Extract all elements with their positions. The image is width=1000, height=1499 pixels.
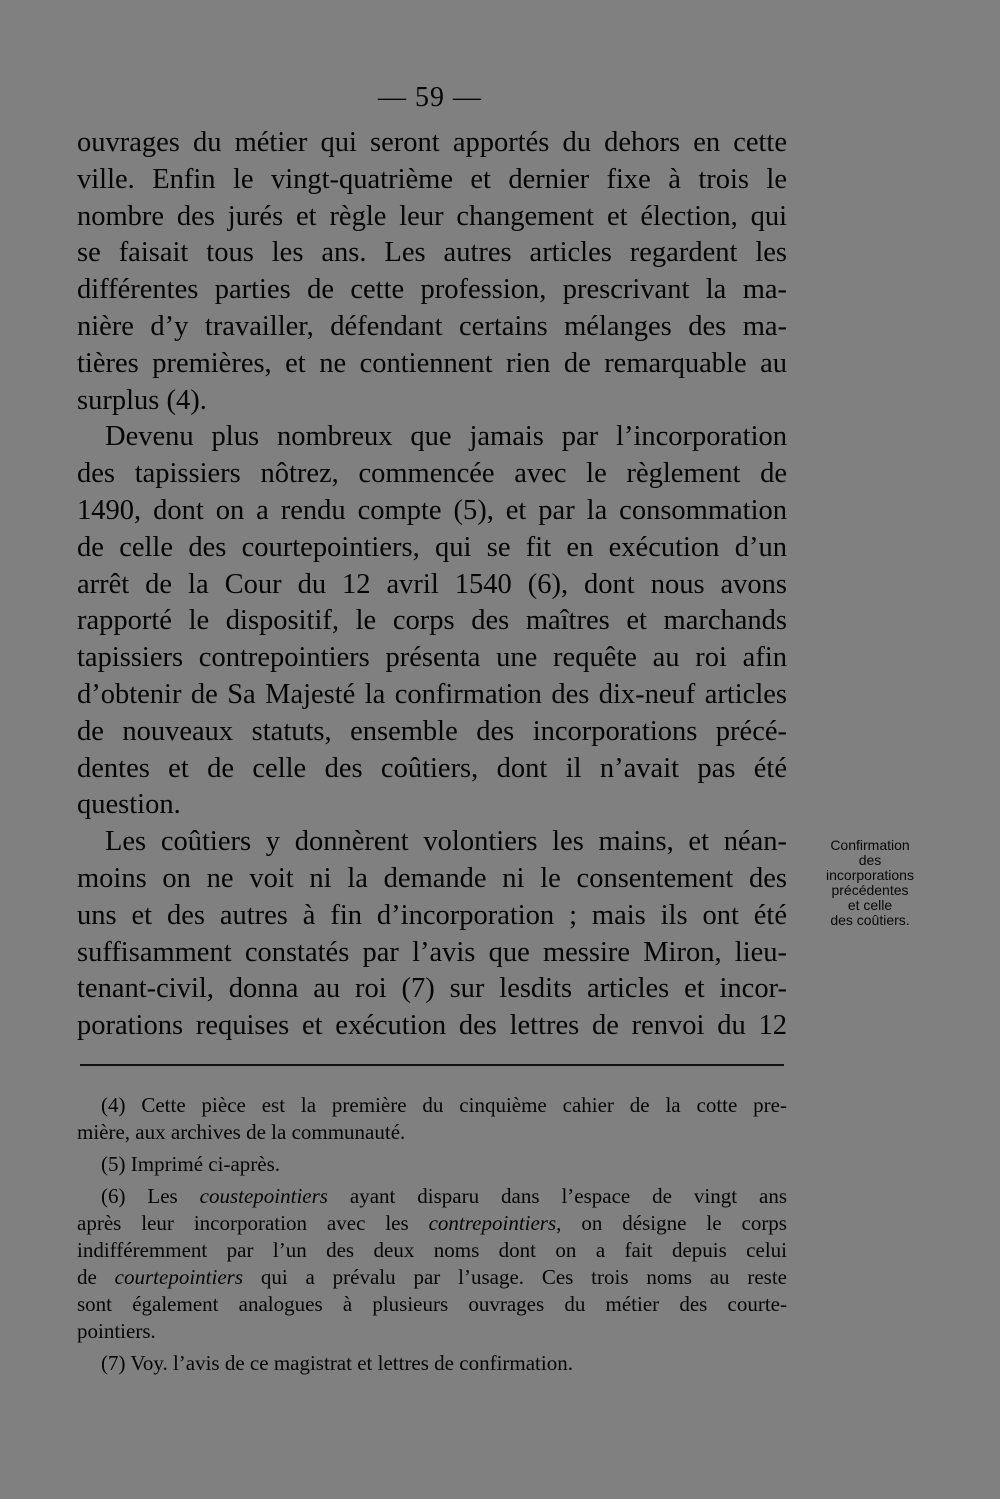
text-line: moins on ne voit ni la demande ni le consentement des xyxy=(77,862,787,894)
margin-note-line: des xyxy=(858,852,882,868)
text-line: surplus (4). xyxy=(77,384,207,416)
text-line: uns et des autres à fin d’incorporation ; mais ils ont été xyxy=(77,899,787,931)
text-line: nombre des jurés et règle leur changement et élection, qui xyxy=(77,200,787,232)
margin-note-line: Confirmation xyxy=(830,837,910,853)
text-line: tenant-civil, donna au roi (7) sur lesdits articles et incor- xyxy=(77,973,787,1005)
footnote-5-line: (5) Imprimé ci-après. xyxy=(101,1152,281,1176)
text-line: différentes parties de cette profession, prescrivant la ma- xyxy=(77,274,787,306)
margin-note-line: précédentes xyxy=(831,882,909,898)
text-line: dentes et de celle des coûtiers, dont il n’avait pas été xyxy=(77,752,787,784)
paragraph-start-line: Les coûtiers y donnèrent volontiers les mains, et néan- xyxy=(105,826,787,858)
footnote-6-line: (6) Les coustepointiers ayant disparu dans l’espace de vingt ans xyxy=(101,1184,787,1208)
margin-note-line: des coûtiers. xyxy=(830,912,910,928)
text-line: arrêt de la Cour du 12 avril 1540 (6), dont nous avons xyxy=(77,568,787,600)
text-line: d’obtenir de Sa Majesté la confirmation des dix-neuf articles xyxy=(77,678,787,710)
text-line: question. xyxy=(77,789,181,821)
text-line: des tapissiers nôtrez, commencée avec le règlement de xyxy=(77,458,787,490)
text-line: rapporté le dispositif, le corps des maîtres et marchands xyxy=(77,605,787,637)
italic-term: courtepointiers xyxy=(114,1265,243,1289)
footnote-4-line: mière, aux archives de la communauté. xyxy=(77,1120,406,1144)
page-number: — 59 — xyxy=(378,82,482,113)
footnote-6-line: après leur incorporation avec les contrepointiers, on désigne le corps xyxy=(77,1211,787,1235)
footnotes xyxy=(77,1092,787,1377)
paragraph-start-line: Devenu plus nombreux que jamais par l’incorporation xyxy=(105,421,787,453)
text-line: nière d’y travailler, défendant certains mélanges des ma- xyxy=(77,310,787,342)
text-line: porations requises et exécution des lettres de renvoi du 12 xyxy=(77,1010,787,1042)
text-line: de nouveaux statuts, ensemble des incorporations précé- xyxy=(77,715,787,747)
main-text xyxy=(77,125,787,1045)
text-line: ouvrages du métier qui seront apportés du dehors en cette xyxy=(77,127,787,158)
margin-note xyxy=(808,838,932,928)
footnote-6-line: pointiers. xyxy=(77,1319,156,1343)
footnote-6-line: de courtepointiers qui a prévalu par l’usage. Ces trois noms au reste xyxy=(77,1265,788,1289)
text-line: 1490, dont on a rendu compte (5), et par la consommation xyxy=(77,494,787,526)
footnote-separator xyxy=(80,1064,784,1066)
text-line: tapissiers contrepointiers présenta une requête au roi afin xyxy=(77,642,787,674)
italic-term: contrepointiers xyxy=(428,1211,557,1235)
footnote-6-line: indifféremment par l’un des deux noms dont on a fait depuis celui xyxy=(77,1238,787,1262)
text-line: se faisait tous les ans. Les autres articles regardent les xyxy=(77,237,787,269)
text-line: suffisamment constatés par l’avis que messire Miron, lieu- xyxy=(77,936,787,968)
footnote-6-line: sont également analogues à plusieurs ouvrages du métier des courte- xyxy=(77,1292,787,1316)
text-line: ville. Enfin le vingt-quatrième et dernier fixe à trois le xyxy=(77,163,787,195)
italic-term: coustepointiers xyxy=(199,1184,328,1208)
footnote-7-line: (7) Voy. l’avis de ce magistrat et lettres de confirmation. xyxy=(101,1351,573,1375)
margin-note-line: incorporations xyxy=(826,867,914,883)
footnote-4-line: (4) Cette pièce est la première du cinquième cahier de la cotte pre- xyxy=(101,1093,787,1117)
text-line: tières premières, et ne contiennent rien de remarquable au xyxy=(77,347,787,379)
text-line: de celle des courtepointiers, qui se fit en exécution d’un xyxy=(77,531,787,563)
margin-note-line: et celle xyxy=(847,897,893,913)
